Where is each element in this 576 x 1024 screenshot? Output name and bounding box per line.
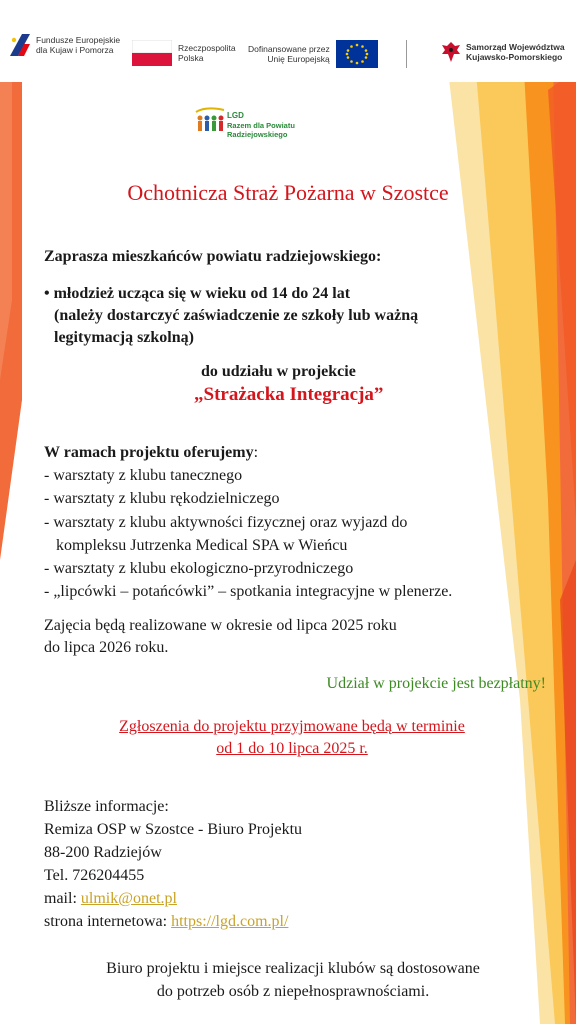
offer-heading: W ramach projektu oferujemy xyxy=(44,444,254,461)
contact-mail-line xyxy=(44,890,177,908)
fe-logo xyxy=(8,32,120,58)
logo-divider xyxy=(406,40,407,68)
eu-flag-icon xyxy=(336,40,378,68)
kp-logo-text: Samorząd Województwa Kujawsko-Pomorskiego xyxy=(466,42,565,62)
project-intro: do udziału w projekcie xyxy=(201,363,356,380)
contact-web-line xyxy=(44,913,288,931)
kp-eagle-icon xyxy=(440,40,462,64)
footer-line2: do potrzeb osób z niepełnosprawnościami. xyxy=(156,983,430,1000)
registration-line1: Zgłoszenia do projektu przyjmowane będą w terminie xyxy=(119,718,465,735)
fe-emblem-icon xyxy=(8,32,32,58)
target-note-line1: (należy dostarczyć zaświadczenie ze szkoły lub ważną xyxy=(54,307,419,324)
lgd-name: LGD xyxy=(227,111,244,120)
lgd-logo xyxy=(180,92,330,164)
contact-web-label: strona internetowa: xyxy=(44,913,172,930)
polish-flag-icon xyxy=(132,40,172,66)
eu-logo-text: Dofinansowane przez Unię Europejską xyxy=(248,44,330,64)
offer-colon: : xyxy=(253,444,259,461)
contact-city: 88-200 Radziejów xyxy=(44,844,162,861)
lgd-subtitle: Razem dla Powiatu Radziejowskiego xyxy=(227,121,295,139)
schedule-line1: Zajęcia będą realizowane w okresie od lipca 2025 roku xyxy=(44,617,397,634)
offer-item: - „lipcówki – potańcówki” – spotkania integracyjne w plenerze. xyxy=(44,583,453,600)
offer-item: kompleksu Jutrzenka Medical SPA w Wieńcu xyxy=(56,537,348,554)
project-name: „Strażacka Integracja” xyxy=(194,384,384,405)
schedule-line2: do lipca 2026 roku. xyxy=(44,639,169,656)
offer-item: - warsztaty z klubu ekologiczno-przyrodniczego xyxy=(44,560,354,577)
footer-line1: Biuro projektu i miejsce realizacji klubów są dostosowane xyxy=(106,960,480,977)
offer-heading-line xyxy=(44,444,258,462)
offer-item: - warsztaty z klubu aktywności fizycznej oraz wyjazd do xyxy=(44,514,408,531)
contact-mail-link[interactable]: ulmik@onet.pl xyxy=(80,890,177,907)
kp-logo xyxy=(440,40,565,64)
target-bullet: • młodzież ucząca się w wieku od 14 do 24 lat xyxy=(44,285,351,302)
eu-logo xyxy=(248,40,378,68)
invite-text: Zaprasza mieszkańców powiatu radziejowskiego: xyxy=(44,248,382,265)
offer-item: - warsztaty z klubu rękodzielniczego xyxy=(44,490,280,507)
contact-web-link[interactable]: https://lgd.com.pl/ xyxy=(171,913,289,930)
contact-mail-label: mail: xyxy=(44,890,81,907)
free-note: Udział w projekcie jest bezpłatny! xyxy=(326,675,546,692)
target-note-line2: legitymacją szkolną) xyxy=(54,329,194,346)
fe-logo-text: Fundusze Europejskie dla Kujaw i Pomorza xyxy=(36,35,121,55)
rp-logo-text: Rzeczpospolita Polska xyxy=(178,43,236,63)
contact-tel: Tel. 726204455 xyxy=(44,867,145,884)
lgd-people-icon xyxy=(194,106,228,138)
page-title: Ochotnicza Straż Pożarna w Szostce xyxy=(127,180,449,205)
registration-line2: od 1 do 10 lipca 2025 r. xyxy=(216,740,368,757)
contact-place: Remiza OSP w Szostce - Biuro Projektu xyxy=(44,821,303,838)
contact-heading: Bliższe informacje: xyxy=(44,798,169,815)
offer-item: - warsztaty z klubu tanecznego xyxy=(44,467,243,484)
rp-logo xyxy=(132,40,236,66)
